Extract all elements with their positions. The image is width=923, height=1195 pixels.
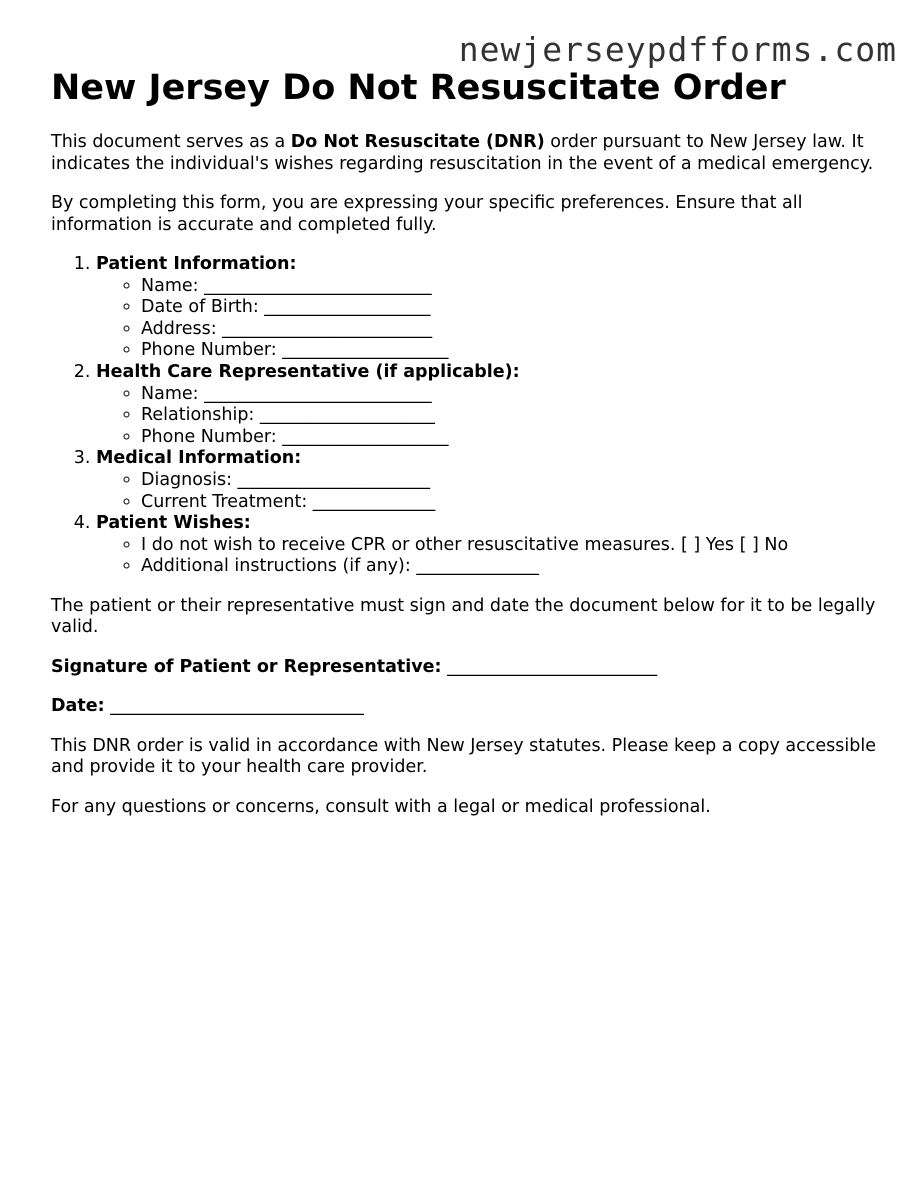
- patient-dob-field[interactable]: ◦ Date of Birth: ___________________: [141, 297, 891, 319]
- patient-name-field[interactable]: ◦ Name: __________________________: [141, 276, 891, 298]
- intro-text-bold: Do Not Resuscitate (DNR): [290, 132, 545, 152]
- page-title: New Jersey Do Not Resuscitate Order: [51, 68, 786, 108]
- patient-phone-field[interactable]: ◦ Phone Number: ___________________: [141, 340, 891, 362]
- form-sections: [51, 254, 891, 578]
- section-heading: Patient Information:: [96, 254, 297, 274]
- representative-phone-field[interactable]: ◦ Phone Number: ___________________: [141, 427, 891, 449]
- sign-notice-paragraph: The patient or their representative must sign and date the document below for it to be legally valid.: [51, 595, 876, 638]
- representative-name-field[interactable]: ◦ Name: __________________________: [141, 384, 891, 406]
- section-heading: Health Care Representative (if applicable):: [96, 361, 520, 382]
- field-list: [96, 470, 891, 513]
- section-medical-information: [96, 448, 891, 513]
- section-heading: Medical Information:: [96, 448, 302, 469]
- field-list: [96, 384, 891, 449]
- field-list: [96, 535, 891, 578]
- section-patient-wishes: [96, 513, 891, 578]
- section-heading: Patient Wishes:: [96, 513, 251, 534]
- watermark-text: newjerseypdfforms.com: [458, 30, 897, 69]
- validity-paragraph: This DNR order is valid in accordance with New Jersey statutes. Please keep a copy accessible and provide it to your health care provider.: [51, 735, 876, 778]
- date-label: Date:: [51, 696, 105, 717]
- closing-paragraph: For any questions or concerns, consult with a legal or medical professional.: [51, 796, 711, 817]
- signature-label: Signature of Patient or Representative:: [51, 656, 442, 677]
- date-blank[interactable]: _____________________________: [104, 696, 364, 717]
- section-health-care-representative: [96, 362, 891, 448]
- section-patient-information: [96, 254, 891, 362]
- intro-text-end: order pursuant to New Jersey law. It indicates the individual's wishes regarding resuscitation in the event of a medical emergency.: [51, 132, 874, 174]
- signature-line[interactable]: [51, 657, 891, 679]
- instructions-paragraph: By completing this form, you are expressing your specific preferences. Ensure that all information is accurate and completed fully.: [51, 193, 803, 235]
- field-list: [96, 276, 891, 362]
- date-line[interactable]: [51, 696, 891, 718]
- patient-address-field[interactable]: ◦ Address: ________________________: [141, 319, 891, 341]
- signature-blank[interactable]: ________________________: [441, 656, 658, 677]
- document-body: [51, 66, 891, 836]
- intro-paragraph: [51, 132, 891, 175]
- cpr-preference-field[interactable]: ◦ I do not wish to receive CPR or other resuscitative measures. [ ] Yes [ ] No: [141, 535, 891, 557]
- representative-relationship-field[interactable]: ◦ Relationship: ____________________: [141, 405, 891, 427]
- diagnosis-field[interactable]: ◦ Diagnosis: ______________________: [141, 470, 891, 492]
- additional-instructions-field[interactable]: ◦ Additional instructions (if any): ______________: [141, 556, 891, 578]
- current-treatment-field[interactable]: ◦ Current Treatment: ______________: [141, 492, 891, 514]
- intro-text-start: This document serves as a: [51, 132, 291, 152]
